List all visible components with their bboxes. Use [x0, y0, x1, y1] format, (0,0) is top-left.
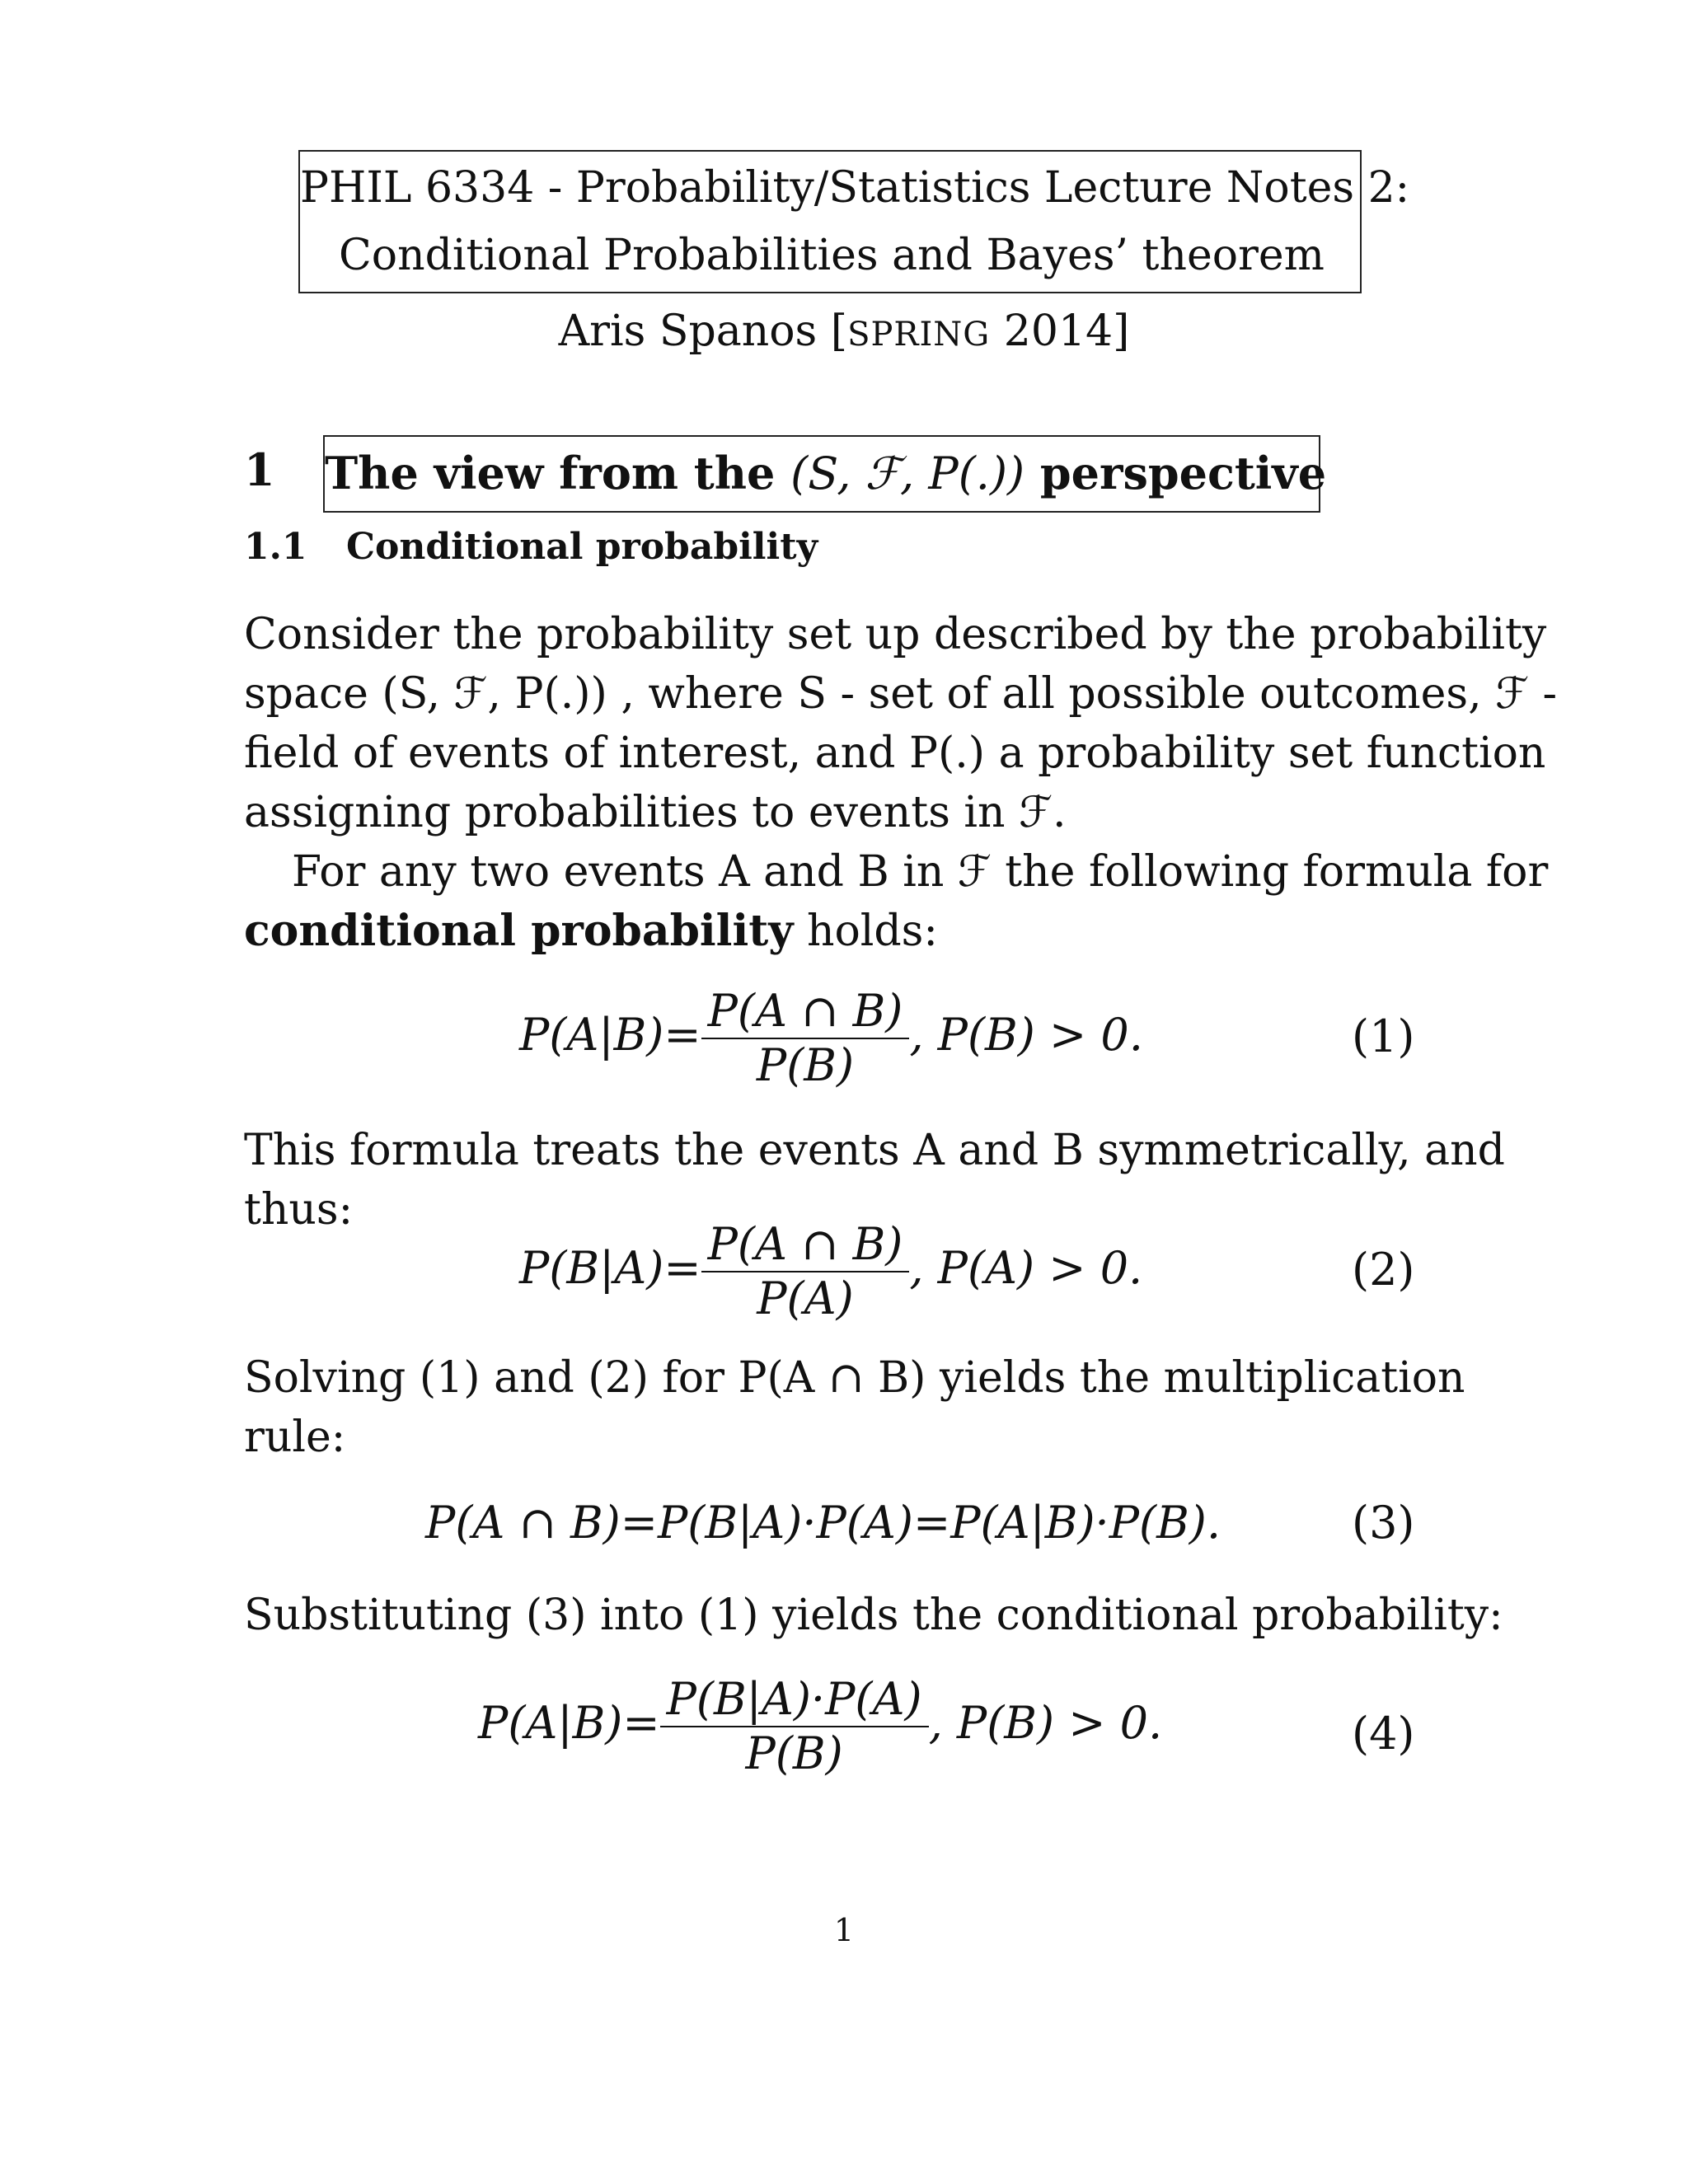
title-line-2: Conditional Probabilities and Bayes’ theorem	[339, 231, 1325, 280]
eq4-numerator: P(B|A)·P(A)	[660, 1673, 929, 1727]
equation-4-tag: (4)	[1352, 1708, 1415, 1760]
paragraph-line: This formula treats the events A and B symmetrically, and	[244, 1126, 1505, 1175]
eq1-numerator: P(A ∩ B)	[701, 985, 910, 1039]
eq2-condition: , P(A) > 0.	[909, 1242, 1143, 1294]
equation-1	[519, 985, 1143, 1092]
eq4-lhs: P(A|B)=	[478, 1697, 660, 1749]
section-title-before: The view from the	[325, 447, 791, 499]
eq1-denominator: P(B)	[756, 1039, 855, 1091]
paragraph-line: Consider the probability set up described by the probability	[244, 610, 1547, 659]
eq4-fraction	[660, 1673, 929, 1780]
equation-2-tag: (2)	[1352, 1244, 1415, 1296]
paragraph-line: space (S, ℱ, P(.)) , where S - set of all possible outcomes, ℱ -	[244, 669, 1558, 719]
page-number: 1	[833, 1912, 855, 1948]
equation-1-tag: (1)	[1352, 1010, 1415, 1062]
eq4-condition: , P(B) > 0.	[928, 1697, 1163, 1749]
author-name: Aris Spanos [	[558, 307, 848, 356]
eq2-lhs: P(B|A)=	[519, 1242, 701, 1294]
title-box	[298, 150, 1410, 293]
paragraph-line: Solving (1) and (2) for P(A ∩ B) yields the multiplication	[244, 1353, 1465, 1403]
section-number: 1	[244, 443, 275, 496]
author-year: 2014]	[990, 307, 1130, 356]
author-term: SPRING	[847, 316, 991, 354]
equation-4	[478, 1673, 1162, 1780]
section-title-math: (S, ℱ, P(.))	[790, 448, 1025, 499]
section-title-after: perspective	[1025, 447, 1327, 499]
author-line	[0, 307, 1688, 356]
bold-term: conditional probability	[244, 906, 794, 956]
paragraph-line: thus:	[244, 1185, 354, 1235]
equation-3-tag: (3)	[1352, 1497, 1415, 1549]
eq1-lhs: P(A|B)=	[519, 1009, 701, 1061]
eq1-condition: , P(B) > 0.	[909, 1009, 1143, 1061]
paragraph-line: For any two events A and B in ℱ the following formula for	[292, 847, 1549, 897]
title-line-1: PHIL 6334 - Probability/Statistics Lecture Notes 2:	[300, 163, 1410, 213]
subsection-title: Conditional probability	[346, 526, 818, 568]
section-title	[325, 447, 1327, 499]
section-title-box	[323, 435, 1327, 513]
paragraph-line: rule:	[244, 1413, 346, 1462]
paragraph-line: assigning probabilities to events in ℱ.	[244, 788, 1067, 837]
eq1-fraction	[701, 985, 910, 1092]
paragraph-line: Substituting (3) into (1) yields the conditional probability:	[244, 1591, 1503, 1640]
equation-2	[519, 1218, 1142, 1325]
eq2-fraction	[701, 1218, 910, 1325]
paragraph-line: field of events of interest, and P(.) a probability set function	[244, 729, 1546, 778]
paragraph-text: holds:	[793, 907, 938, 956]
paragraph-line	[244, 902, 1418, 961]
eq4-denominator: P(B)	[745, 1727, 843, 1779]
subsection-number: 1.1	[244, 526, 307, 568]
equation-3: P(A ∩ B)=P(B|A)·P(A)=P(A|B)·P(B).	[425, 1497, 1221, 1549]
eq2-denominator: P(A)	[757, 1272, 854, 1324]
eq2-numerator: P(A ∩ B)	[701, 1218, 910, 1272]
